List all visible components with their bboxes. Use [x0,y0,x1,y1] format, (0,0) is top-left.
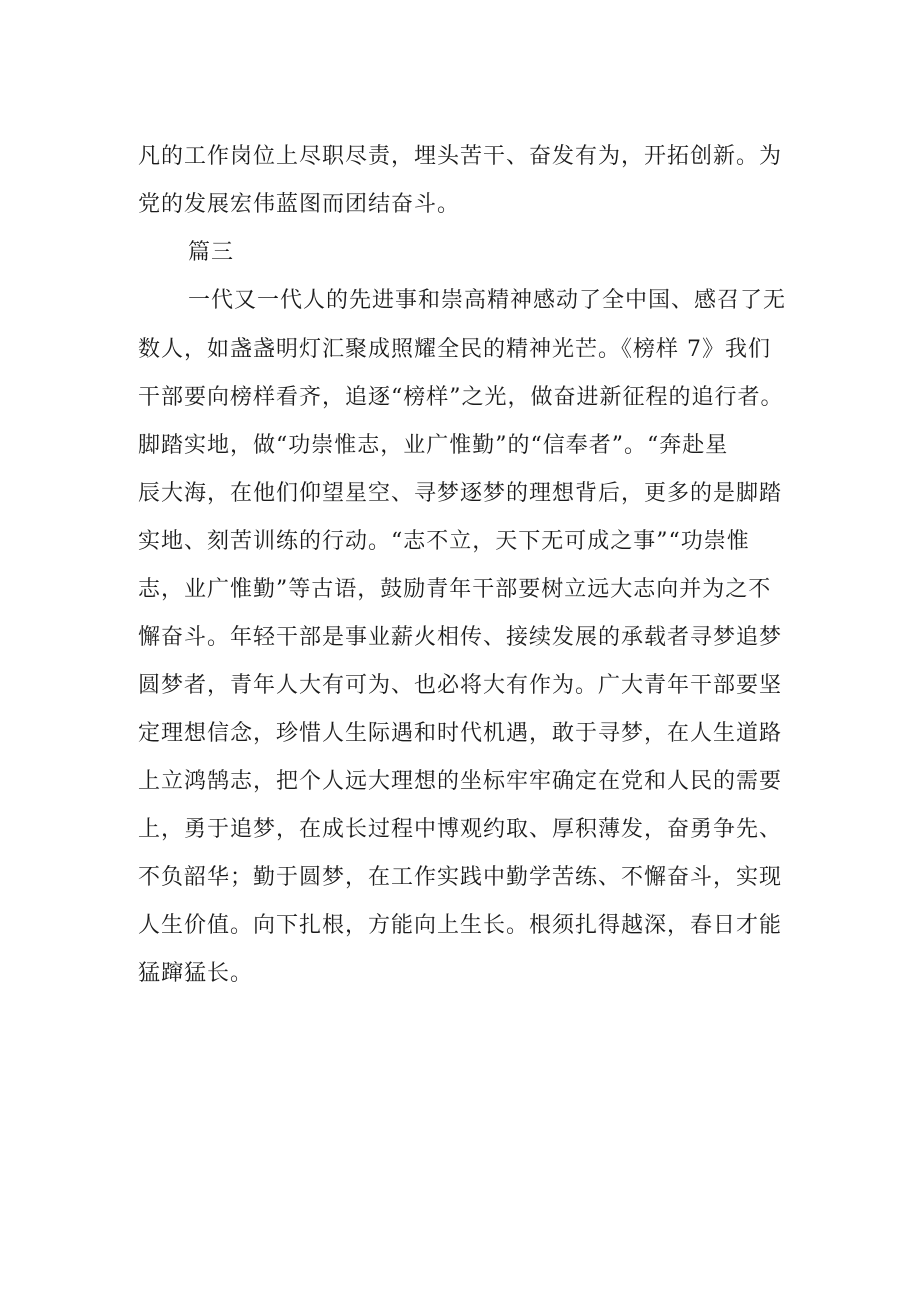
intro-line: 凡的工作岗位上尽职尽责，埋头苦干、奋发有为，开拓创新。为 [138,144,783,169]
body-line: 上，勇于追梦，在成长过程中博观约取、厚积薄发，奋勇争先、 [138,817,783,842]
body-line: 实地、刻苦训练的行动。“志不立，天下无可成之事”“功崇惟 [138,529,750,554]
body-line: 脚踏实地，做“功崇惟志，业广惟勤”的“信奉者”。“奔赴星 [138,433,729,458]
body-line: 不负韶华；勤于圆梦，在工作实践中勤学苦练、不懈奋斗，实现 [138,865,783,890]
body-line: 辰大海，在他们仰望星空、寻梦逐梦的理想背后，更多的是脚踏 [138,481,783,506]
intro-line: 党的发展宏伟蓝图而团结奋斗。 [138,192,461,217]
body-line: 定理想信念，珍惜人生际遇和时代机遇，敢于寻梦，在人生道路 [138,721,783,746]
body-line: 猛蹿猛长。 [138,961,254,986]
body-line: 圆梦者，青年人大有可为、也必将大有作为。广大青年干部要坚 [138,673,783,698]
body-line: 懈奋斗。年轻干部是事业薪火相传、接续发展的承载者寻梦追梦 [138,625,783,650]
body-line: 数人，如盏盏明灯汇聚成照耀全民的精神光芒。《榜样 7》我们 [138,337,771,362]
body-line: 干部要向榜样看齐，追逐“榜样”之光，做奋进新征程的追行者。 [138,385,784,410]
body-line: 志，业广惟勤”等古语，鼓励青年干部要树立远大志向并为之不 [138,577,772,602]
body-line: 上立鸿鹄志，把个人远大理想的坐标牢牢确定在党和人民的需要 [138,769,783,794]
body-line: 人生价值。向下扎根，方能向上生长。根须扎得越深，春日才能 [138,913,783,938]
section-heading: 篇三 [188,240,235,265]
body-line: 一代又一代人的先进事和崇高精神感动了全中国、感召了无 [188,288,787,313]
